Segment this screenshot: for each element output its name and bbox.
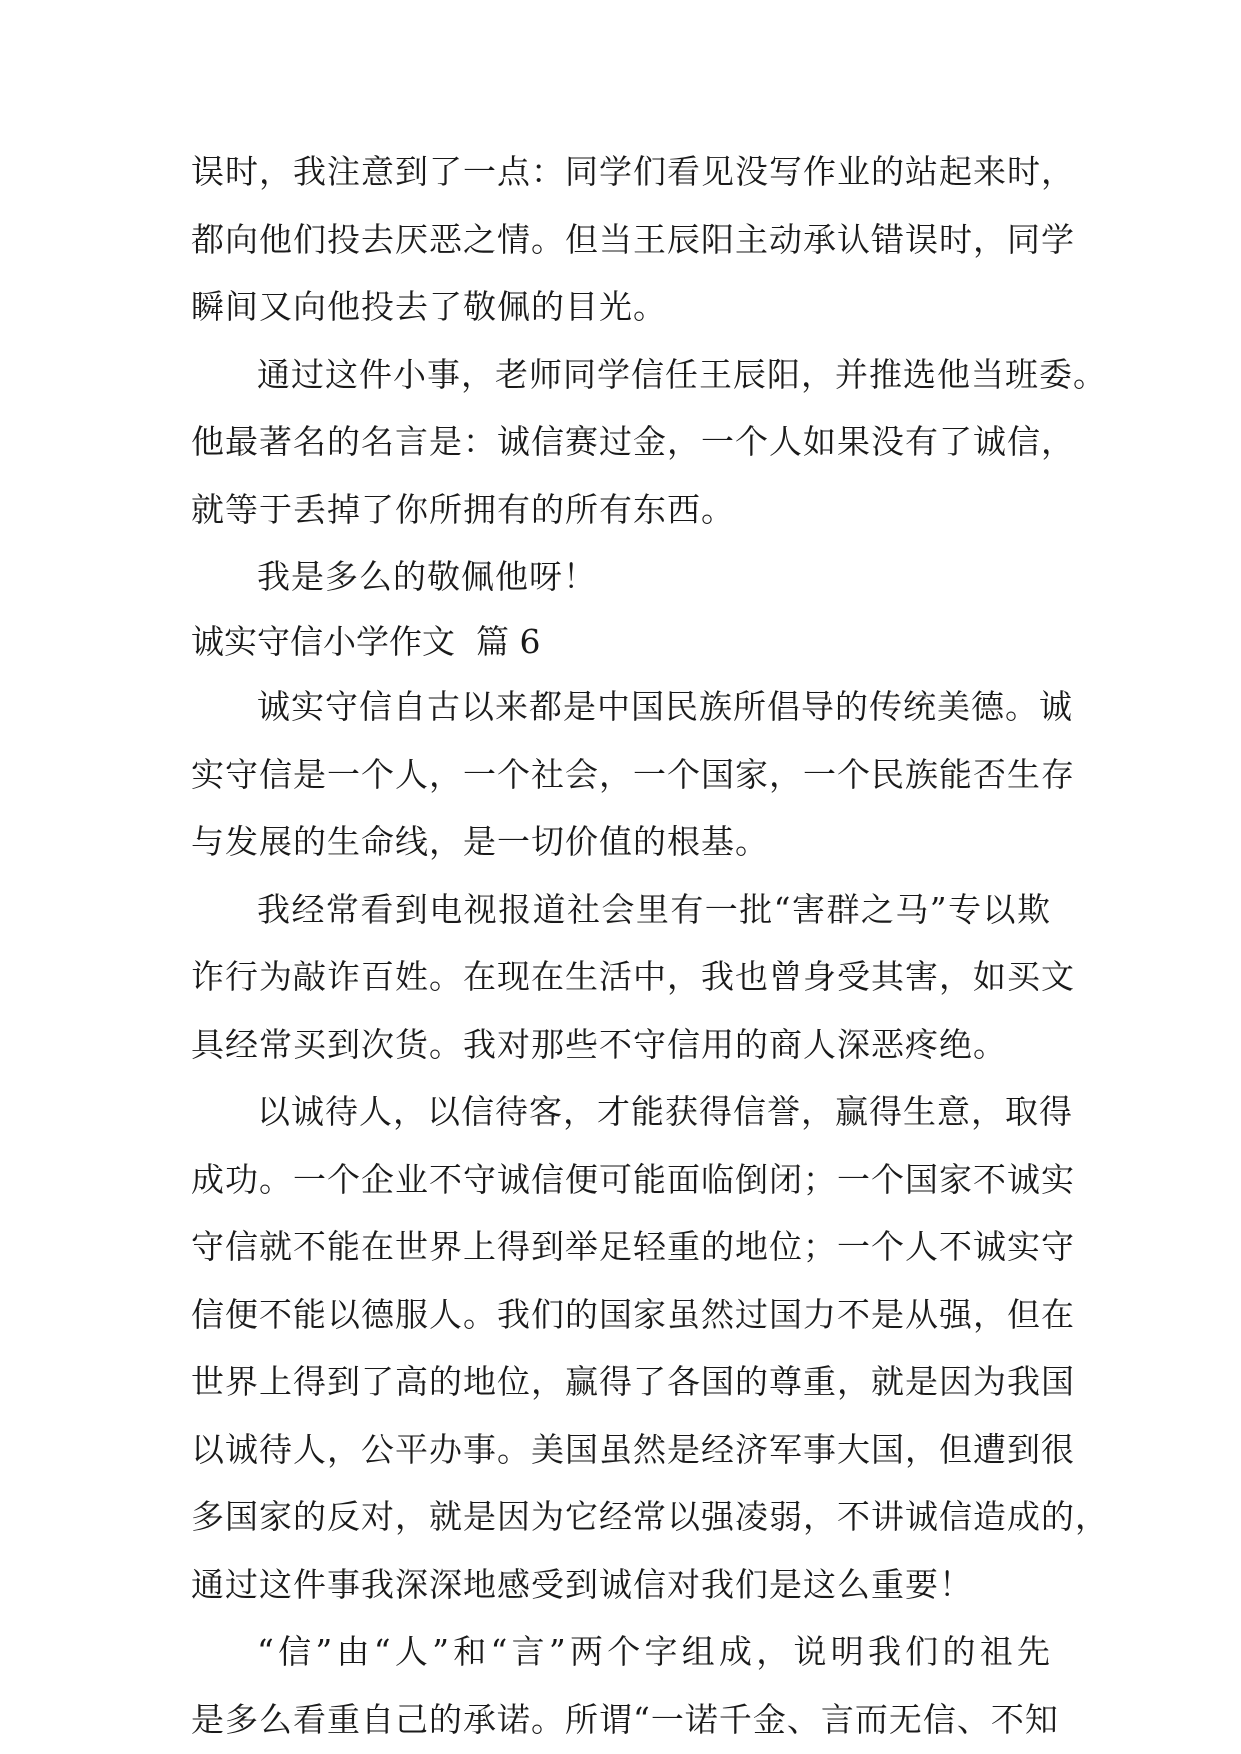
text-line: 以诚待人，以信待客，才能获得信誉，赢得生意，取得 bbox=[257, 1092, 1073, 1131]
section-heading: 诚实守信小学作文 篇 6 bbox=[191, 622, 541, 661]
text-line: 通过这件小事，老师同学信任王辰阳，并推选他当班委。 bbox=[257, 355, 1107, 394]
text-line: “信”由“人”和“言”两个字组成，说明我们的祖先 bbox=[257, 1632, 1051, 1671]
text-line: 通过这件事我深深地感受到诚信对我们是这么重要！ bbox=[191, 1565, 973, 1604]
text-line: 他最著名的名言是：诚信赛过金，一个人如果没有了诚信， bbox=[191, 422, 1075, 461]
text-line: 我经常看到电视报道社会里有一批“害群之马”专以欺 bbox=[257, 890, 1051, 929]
text-line: 都向他们投去厌恶之情。但当王辰阳主动承认错误时，同学 bbox=[191, 220, 1075, 259]
text-line: 就等于丢掉了你所拥有的所有东西。 bbox=[191, 490, 735, 529]
text-line: 瞬间又向他投去了敬佩的目光。 bbox=[191, 287, 667, 326]
text-line: 诈行为敲诈百姓。在现在生活中，我也曾身受其害，如买文 bbox=[191, 957, 1075, 996]
text-line: 信便不能以德服人。我们的国家虽然过国力不是从强，但在 bbox=[191, 1295, 1075, 1334]
text-line: 以诚待人，公平办事。美国虽然是经济军事大国，但遭到很 bbox=[191, 1430, 1075, 1469]
text-line: 是多么看重自己的承诺。所谓“一诺千金、言而无信、不知 bbox=[191, 1700, 1059, 1739]
text-line: 诚实守信自古以来都是中国民族所倡导的传统美德。诚 bbox=[257, 687, 1073, 726]
text-line: 实守信是一个人，一个社会，一个国家，一个民族能否生存 bbox=[191, 755, 1075, 794]
text-line: 成功。一个企业不守诚信便可能面临倒闭；一个国家不诚实 bbox=[191, 1160, 1075, 1199]
text-line: 多国家的反对，就是因为它经常以强凌弱，不讲诚信造成的， bbox=[191, 1497, 1109, 1536]
text-line: 守信就不能在世界上得到举足轻重的地位；一个人不诚实守 bbox=[191, 1227, 1075, 1266]
text-line: 误时，我注意到了一点：同学们看见没写作业的站起来时， bbox=[191, 152, 1075, 191]
text-line: 与发展的生命线，是一切价值的根基。 bbox=[191, 822, 769, 861]
text-line: 世界上得到了高的地位，赢得了各国的尊重，就是因为我国 bbox=[191, 1362, 1075, 1401]
text-line: 我是多么的敬佩他呀！ bbox=[257, 557, 597, 596]
text-line: 具经常买到次货。我对那些不守信用的商人深恶疼绝。 bbox=[191, 1025, 1007, 1064]
